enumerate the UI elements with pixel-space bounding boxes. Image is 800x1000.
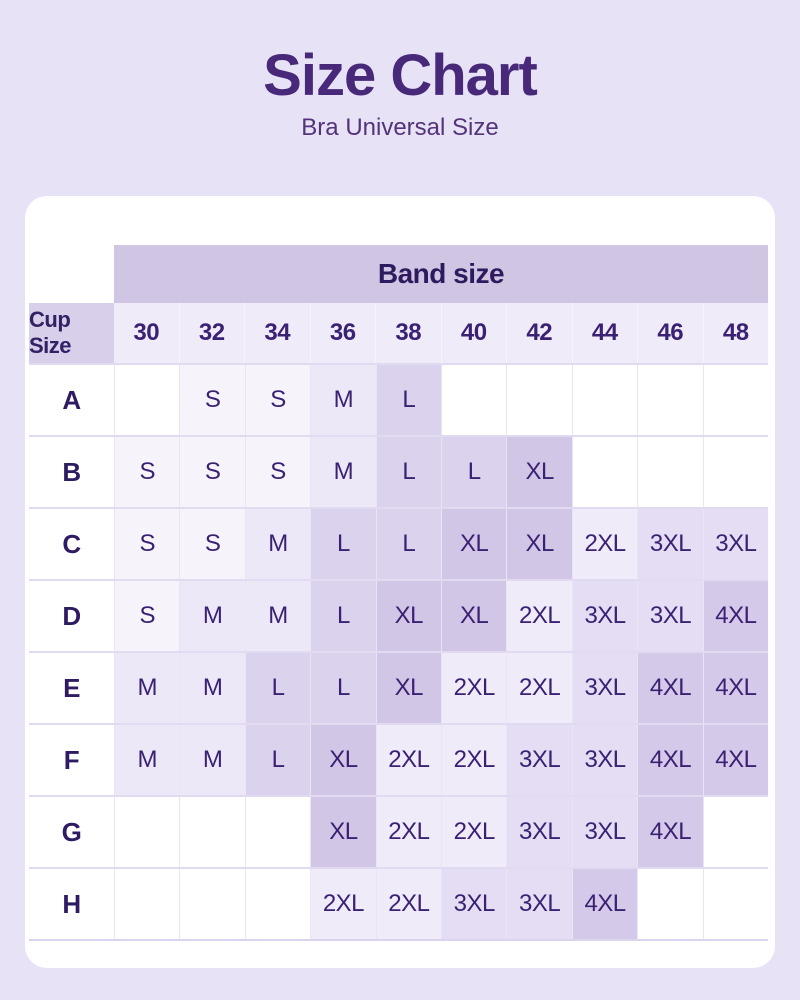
- band-size-numbers-row: [29, 303, 768, 363]
- size-cell: L: [376, 365, 441, 435]
- size-cell: XL: [376, 653, 441, 723]
- size-cell: 3XL: [703, 509, 768, 579]
- size-cell: 3XL: [637, 581, 702, 651]
- size-cell: XL: [376, 581, 441, 651]
- size-cell: M: [114, 653, 179, 723]
- size-cell: M: [179, 653, 244, 723]
- cup-size-row: [29, 723, 768, 795]
- corner-cell: [29, 245, 114, 303]
- cup-size-row: [29, 579, 768, 651]
- size-cell: 2XL: [376, 869, 441, 939]
- size-cell: 2XL: [506, 653, 571, 723]
- cup-size-row-label: E: [29, 653, 114, 723]
- size-cell: 3XL: [572, 581, 637, 651]
- cup-size-row: [29, 867, 768, 941]
- size-cell: S: [114, 437, 179, 507]
- band-size-column-header: 36: [310, 303, 376, 363]
- size-cell: 3XL: [506, 869, 571, 939]
- size-cell-empty: [114, 797, 179, 867]
- size-cell: M: [310, 365, 375, 435]
- cup-size-row-label: H: [29, 869, 114, 939]
- band-size-group-header: Band size: [114, 245, 768, 303]
- size-cell: 4XL: [637, 797, 702, 867]
- cup-size-row-label: B: [29, 437, 114, 507]
- cup-size-row: [29, 435, 768, 507]
- cup-size-row: [29, 363, 768, 435]
- size-cell: L: [245, 725, 310, 795]
- size-cell: 2XL: [310, 869, 375, 939]
- size-cell-empty: [179, 797, 244, 867]
- cup-size-row: [29, 507, 768, 579]
- band-size-column-header: 30: [114, 303, 179, 363]
- size-cell-empty: [637, 869, 702, 939]
- size-cell-empty: [703, 437, 768, 507]
- band-size-column-header: 48: [703, 303, 769, 363]
- size-cell: M: [179, 581, 244, 651]
- size-cell: XL: [506, 509, 571, 579]
- cup-size-row-label: C: [29, 509, 114, 579]
- size-cell: S: [245, 365, 310, 435]
- size-cell: XL: [506, 437, 571, 507]
- size-cell-empty: [703, 797, 768, 867]
- size-cell: 2XL: [441, 725, 506, 795]
- band-size-column-header: 46: [637, 303, 703, 363]
- page-title: Size Chart: [263, 43, 537, 108]
- size-cell: M: [179, 725, 244, 795]
- size-cell: L: [310, 581, 375, 651]
- size-cell: 4XL: [637, 653, 702, 723]
- size-cell: XL: [310, 797, 375, 867]
- size-cell: S: [114, 509, 179, 579]
- band-size-column-header: 42: [506, 303, 572, 363]
- size-cell: L: [310, 653, 375, 723]
- size-cell: S: [179, 365, 244, 435]
- size-cell: XL: [441, 509, 506, 579]
- size-cell: 3XL: [441, 869, 506, 939]
- size-cell-empty: [703, 365, 768, 435]
- size-cell: 3XL: [572, 797, 637, 867]
- size-cell: 4XL: [572, 869, 637, 939]
- size-cell: 4XL: [703, 653, 768, 723]
- size-cell-empty: [245, 869, 310, 939]
- size-cell-empty: [703, 869, 768, 939]
- cup-size-row-label: G: [29, 797, 114, 867]
- size-table: [29, 245, 768, 941]
- size-cell-empty: [441, 365, 506, 435]
- size-cell: 2XL: [376, 725, 441, 795]
- size-cell: 2XL: [376, 797, 441, 867]
- size-cell: 4XL: [637, 725, 702, 795]
- size-cell-empty: [572, 365, 637, 435]
- size-cell: 4XL: [703, 581, 768, 651]
- size-cell: S: [179, 509, 244, 579]
- size-cell: M: [310, 437, 375, 507]
- band-size-column-header: 34: [244, 303, 310, 363]
- size-chart-card: [25, 196, 775, 968]
- size-cell: 2XL: [572, 509, 637, 579]
- size-cell: 2XL: [441, 653, 506, 723]
- size-cell: M: [245, 509, 310, 579]
- size-cell: 2XL: [441, 797, 506, 867]
- size-cell: S: [114, 581, 179, 651]
- size-cell: L: [376, 437, 441, 507]
- band-size-column-header: 40: [441, 303, 507, 363]
- size-cell-empty: [114, 365, 179, 435]
- cup-size-row: [29, 651, 768, 723]
- size-cell-empty: [506, 365, 571, 435]
- size-cell-empty: [114, 869, 179, 939]
- size-cell: M: [245, 581, 310, 651]
- size-cell: L: [441, 437, 506, 507]
- size-cell: 2XL: [506, 581, 571, 651]
- size-cell: L: [376, 509, 441, 579]
- size-cell: 3XL: [506, 725, 571, 795]
- size-cell: XL: [310, 725, 375, 795]
- size-cell: 3XL: [572, 653, 637, 723]
- size-cell: L: [310, 509, 375, 579]
- band-size-header-row: [29, 245, 768, 303]
- size-cell: 3XL: [637, 509, 702, 579]
- page-subtitle: Bra Universal Size: [301, 114, 499, 141]
- band-size-column-header: 44: [572, 303, 638, 363]
- cup-size-header: Cup Size: [29, 303, 114, 363]
- size-cell: 3XL: [572, 725, 637, 795]
- cup-size-row-label: A: [29, 365, 114, 435]
- cup-size-row-label: D: [29, 581, 114, 651]
- size-cell-empty: [179, 869, 244, 939]
- size-cell-empty: [637, 365, 702, 435]
- band-size-column-header: 38: [375, 303, 441, 363]
- cup-size-row-label: F: [29, 725, 114, 795]
- size-cell: 4XL: [703, 725, 768, 795]
- size-cell-empty: [572, 437, 637, 507]
- size-cell: 3XL: [506, 797, 571, 867]
- size-cell-empty: [245, 797, 310, 867]
- size-cell: S: [179, 437, 244, 507]
- cup-size-row: [29, 795, 768, 867]
- band-size-column-header: 32: [179, 303, 245, 363]
- size-cell: XL: [441, 581, 506, 651]
- size-cell-empty: [637, 437, 702, 507]
- size-cell: S: [245, 437, 310, 507]
- size-cell: M: [114, 725, 179, 795]
- size-cell: L: [245, 653, 310, 723]
